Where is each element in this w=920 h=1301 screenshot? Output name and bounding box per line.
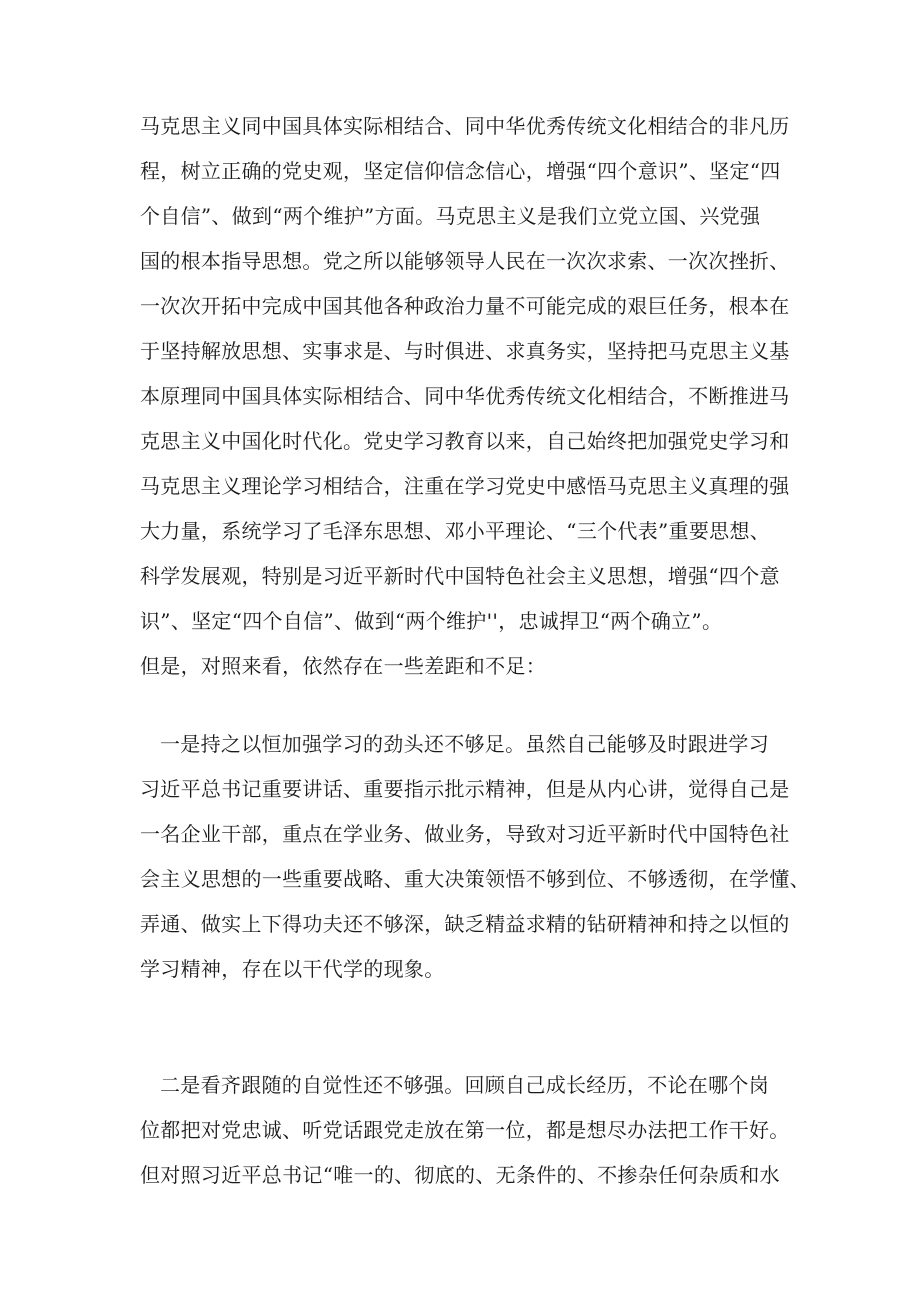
paragraph-1-line: 国的根本指导思想。党之所以能够领导人民在一次次求索、一次次挫折、: [140, 249, 790, 273]
paragraph-3-line: 二是看齐跟随的自觉性还不够强。回顾自己成长经历，不论在哪个岗: [160, 1073, 769, 1097]
paragraph-1-line: 大力量，系统学习了毛泽东思想、邓小平理论、“三个代表”重要思想、: [140, 519, 771, 543]
paragraph-3: [140, 1063, 800, 1198]
paragraph-3-line: 但对照习近平总书记“唯一的、彻底的、无条件的、不掺杂任何杂质和水: [140, 1163, 780, 1187]
paragraph-1-line: 马克思主义理论学习相结合，注重在学习党史中感悟马克思主义真理的强: [140, 474, 790, 498]
paragraph-1-line: 本原理同中国具体实际相结合、同中华优秀传统文化相结合，不断推进马: [140, 384, 790, 408]
paragraph-2-line: 学习精神，存在以干代学的现象。: [140, 957, 445, 981]
paragraph-3-line: 位都把对党忠诚、听党话跟党走放在第一位，都是想尽办法把工作干好。: [140, 1118, 790, 1142]
paragraph-2: [140, 722, 810, 992]
paragraph-1-line: 程，树立正确的党史观，坚定信仰信念信心，增强“四个意识”、坚定“四: [140, 159, 781, 183]
paragraph-1-line: 但是，对照来看，依然存在一些差距和不足：: [140, 654, 546, 678]
paragraph-2-line: 弄通、做实上下得功夫还不够深，缺乏精益求精的钻研精神和持之以恒的: [140, 912, 790, 936]
paragraph-1-line: 于坚持解放思想、实事求是、与时俱进、求真务实，坚持把马克思主义基: [140, 339, 790, 363]
paragraph-2-line: 习近平总书记重要讲话、重要指示批示精神，但是从内心讲，觉得自己是: [140, 777, 790, 801]
paragraph-1-line: 马克思主义同中国具体实际相结合、同中华优秀传统文化相结合的非凡历: [140, 114, 790, 138]
paragraph-2-line: 一是持之以恒加强学习的劲头还不够足。虽然自己能够及时跟进学习: [160, 732, 769, 756]
paragraph-2-line: 一名企业干部，重点在学业务、做业务，导致对习近平新时代中国特色社: [140, 822, 790, 846]
paragraph-1: [140, 104, 800, 689]
paragraph-1-line: 克思主义中国化时代化。党史学习教育以来，自己始终把加强党史学习和: [140, 429, 790, 453]
paragraph-1-line: 科学发展观，特别是习近平新时代中国特色社会主义思想，增强“四个意: [140, 564, 780, 588]
paragraph-1-line: 一次次开拓中完成中国其他各种政治力量不可能完成的艰巨任务，根本在: [140, 294, 790, 318]
paragraph-2-line: 会主义思想的一些重要战略、重大决策领悟不够到位、不够透彻，在学懂、: [140, 867, 810, 891]
paragraph-1-line: 识”、坚定“四个自信”、做到“两个维护''，忠诚捍卫“两个确立”。: [140, 609, 723, 633]
paragraph-1-line: 个自信”、做到“两个维护”方面。马克思主义是我们立党立国、兴党强: [140, 204, 761, 228]
